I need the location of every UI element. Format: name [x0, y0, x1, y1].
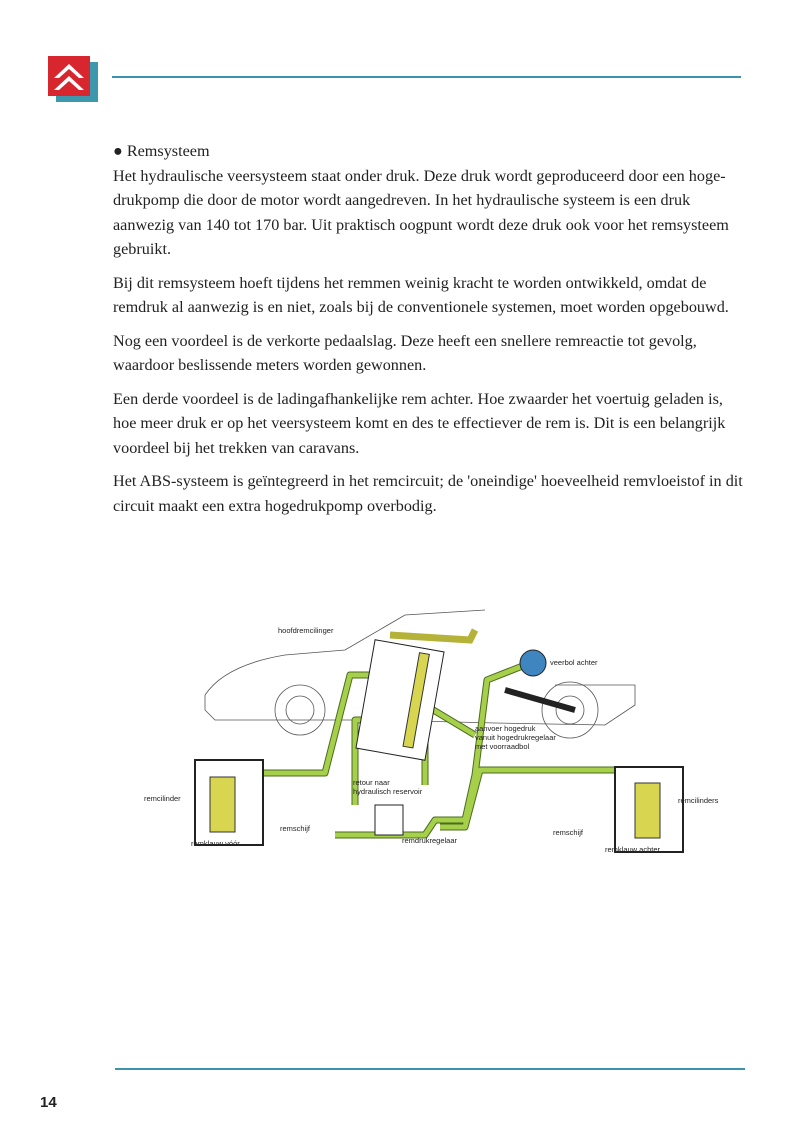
section-heading: ● Remsysteem — [113, 142, 210, 160]
diagram-label: vanuit hogedrukregelaar — [475, 733, 556, 742]
diagram-label: remcilinder — [144, 794, 181, 803]
page-number: 14 — [40, 1094, 57, 1111]
diagram-label: remklauw achter — [605, 845, 661, 854]
diagram-label: retour naar — [353, 778, 390, 787]
citroen-logo — [48, 56, 90, 96]
paragraph: Nog een voordeel is de verkorte pedaalslag. Deze heeft een snellere remreactie tot gevolg, waardoor beslissende meters worden gewonnen. — [113, 331, 697, 374]
diagram-label: met voorraadbol — [475, 742, 530, 751]
paragraph: Bij dit remsysteem hoeft tijdens het remmen weinig kracht te worden ontwikkeld, omdat de remdruk al aanwezig is en niet, zoals bij de conventionele systemen, moet worden opgebouwd. — [113, 273, 729, 316]
diagram-label: remklauw vóór — [191, 839, 240, 848]
diagram-label: veerbol achter — [550, 658, 598, 667]
paragraph: Een derde voordeel is de ladingafhankelijke rem achter. Hoe zwaarder het voertuig geladen is, hoe meer druk er op het veersysteem komt en des te effectiever de rem is. Dit is een belangrijk voordeel bij het trekken van caravans. — [113, 389, 726, 457]
diagram-label: hydraulisch reservoir — [353, 787, 423, 796]
brake-system-diagram — [135, 605, 719, 860]
footer-rule — [115, 1068, 745, 1070]
diagram-label: remdrukregelaar — [402, 836, 458, 845]
diagram-label: remschijf — [553, 828, 584, 837]
paragraph: Het hydraulische veersysteem staat onder druk. Deze druk wordt geproduceerd door een hoge-drukpomp die door de motor wordt aangedreven. In het hydraulische systeem is een druk aanwezig van 140 tot 170 bar. Uit praktisch oogpunt wordt deze druk ook voor het remsysteem gebruikt. — [113, 166, 729, 258]
main-text — [113, 139, 743, 527]
diagram-label: hoofdremcilinger — [278, 626, 334, 635]
header-rule — [112, 76, 741, 78]
paragraph: Het ABS-systeem is geïntegreerd in het remcircuit; de 'oneindige' hoeveelheid remvloeistof in dit circuit maakt een extra hogedrukpomp overbodig. — [113, 472, 743, 515]
diagram-label: remcilinders — [678, 796, 719, 805]
diagram-label: aanvoer hogedruk — [475, 724, 536, 733]
diagram-label: remschijf — [280, 824, 311, 833]
